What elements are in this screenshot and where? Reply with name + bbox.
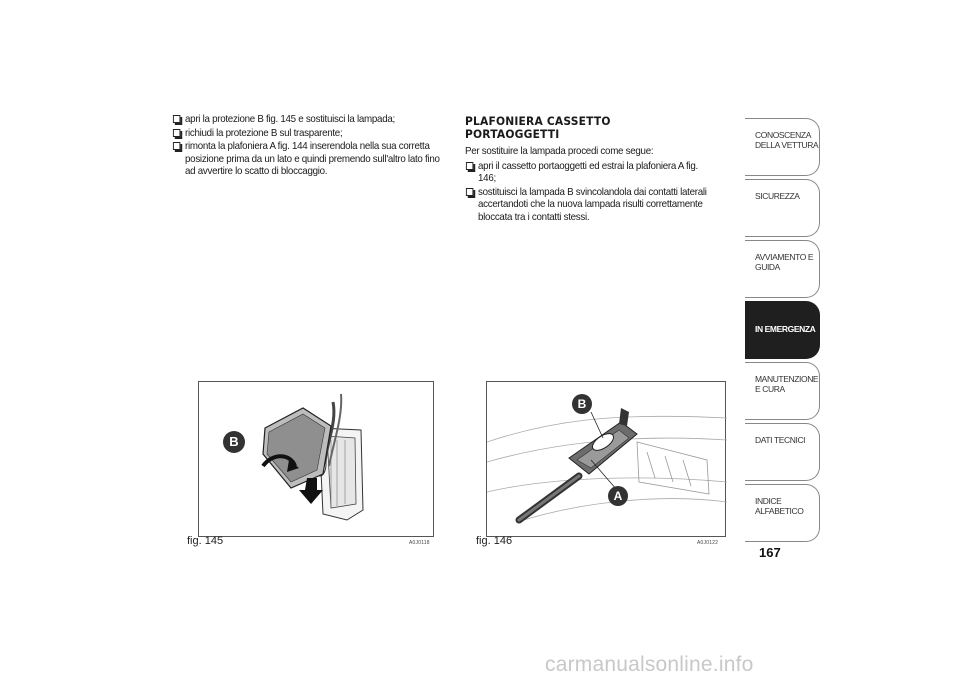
list-item: richiudi la protezione B sul trasparente;	[172, 127, 442, 140]
bullet-box-icon	[466, 188, 473, 196]
watermark-text: carmanualsonline.info	[545, 653, 754, 676]
callout-a: A	[608, 486, 628, 506]
lamp-cover-illustration	[199, 382, 435, 538]
list-item: sostituisci la lampada B svincolandola dai contatti laterali accertandoti che la nuova lampada risulti correttamente bloccata tra i contatti stessi.	[465, 186, 714, 224]
tab-indice-alfabetico[interactable]: INDICE ALFABETICO	[745, 484, 820, 542]
figure-code: A0J0118	[409, 540, 430, 546]
figure-145	[198, 381, 434, 537]
list-item: apri la protezione B fig. 145 e sostituisci la lampada;	[172, 113, 442, 126]
list-item: apri il cassetto portaoggetti ed estrai la plafoniera A fig. 146;	[465, 160, 714, 185]
bullet-box-icon	[173, 115, 180, 123]
figure-146	[486, 381, 726, 537]
left-text-column	[172, 113, 442, 179]
intro-text: Per sostituire la lampada procedi come segue:	[465, 145, 654, 157]
right-text-column	[465, 113, 714, 225]
tab-avviamento-e-guida[interactable]: AVVIAMENTO E GUIDA	[745, 240, 820, 298]
bullet-box-icon	[466, 162, 473, 170]
glovebox-lamp-illustration	[487, 382, 727, 538]
chapter-tabs	[745, 118, 820, 545]
callout-b: B	[223, 431, 245, 453]
tab-manutenzione-e-cura[interactable]: MANUTENZIONE E CURA	[745, 362, 820, 420]
figure-caption: fig. 145	[187, 535, 224, 547]
tab-in-emergenza[interactable]: IN EMERGENZA	[745, 301, 820, 359]
bullet-box-icon	[173, 129, 180, 137]
figure-caption: fig. 146	[476, 535, 513, 547]
bullet-box-icon	[173, 142, 180, 150]
tab-conoscenza-della-vettura[interactable]: CONOSCENZA DELLA VETTURA	[745, 118, 820, 176]
tab-sicurezza[interactable]: SICUREZZA	[745, 179, 820, 237]
figure-code: A0J0122	[697, 540, 719, 546]
callout-b: B	[572, 394, 592, 414]
list-item: rimonta la plafoniera A fig. 144 inserendola nella sua corretta posizione prima da un lato e quindi premendo sull'altro lato fino ad avvertire lo scatto di bloccaggio.	[172, 140, 442, 178]
page-number: 167	[759, 545, 781, 560]
section-heading: PLAFONIERA CASSETTO PORTAOGGETTI	[465, 114, 611, 141]
tab-dati-tecnici[interactable]: DATI TECNICI	[745, 423, 820, 481]
